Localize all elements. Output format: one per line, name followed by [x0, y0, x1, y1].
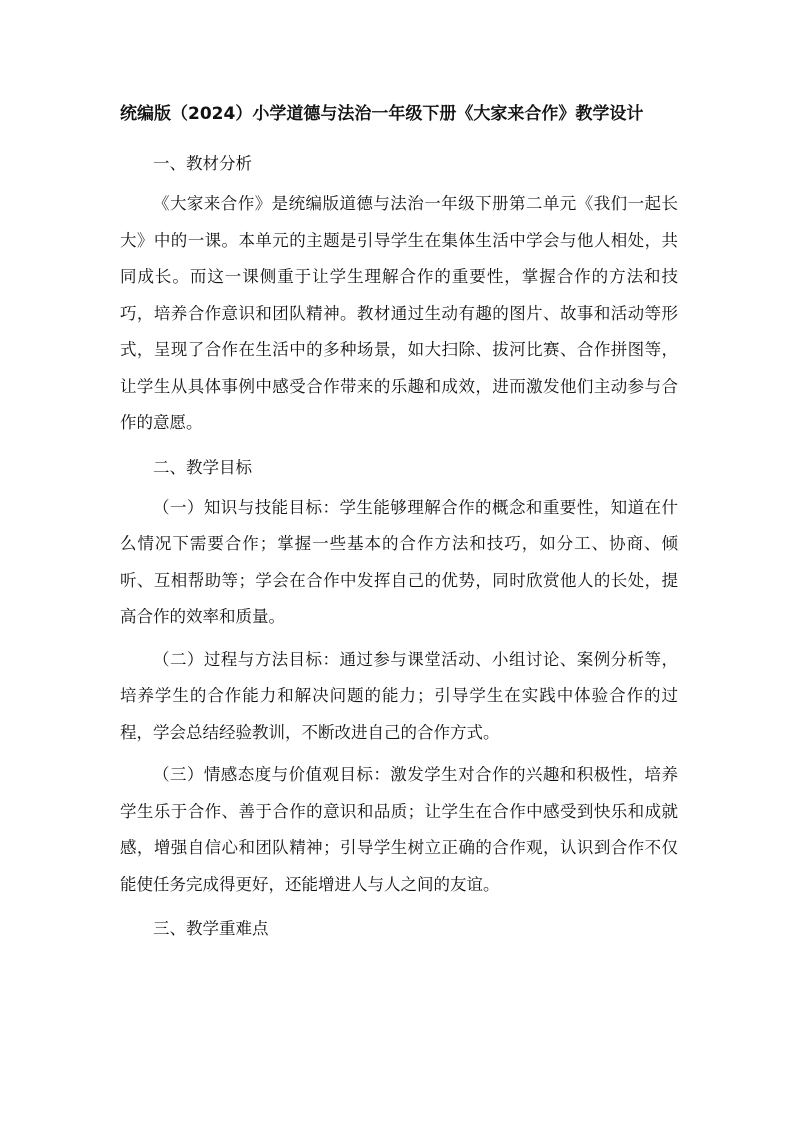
paragraph-analysis: 《大家来合作》是统编版道德与法治一年级下册第二单元《我们一起长大》中的一课。本单元的主题是引导学生在集体生活中学会与他人相处，共同成长。而这一课侧重于让学生理解合作的重要性，掌握合作的方法和技巧，培养合作意识和团队精神。教材通过生动有趣的图片、故事和活动等形式，呈现了合作在生活中的多种场景，如大扫除、拔河比赛、合作拼图等，让学生从具体事例中感受合作带来的乐趣和成效，进而激发他们主动参与合作的意愿。: [120, 194, 678, 432]
section-heading-analysis: 一、教材分析: [153, 154, 252, 173]
document-page: [120, 98, 678, 949]
paragraph-knowledge-goal: （一）知识与技能目标：学生能够理解合作的概念和重要性，知道在什么情况下需要合作；掌握一些基本的合作方法和技巧，如分工、协商、倾听、互相帮助等；学会在合作中发挥自己的优势，同时欣赏他人的长处，提高合作的效率和质量。: [120, 497, 678, 626]
section-heading-key-points: 三、教学重难点: [153, 919, 269, 938]
document-title: 统编版（2024）小学道德与法治一年级下册《大家来合作》教学设计: [120, 104, 644, 124]
section-heading-objectives: 二、教学目标: [153, 457, 252, 477]
paragraph-emotion-goal: （三）情感态度与价值观目标：激发学生对合作的兴趣和积极性，培养学生乐于合作、善于合作的意识和品质；让学生在合作中感受到快乐和成就感，增强自信心和团队精神；引导学生树立正确的合作观，认识到合作不仅能使任务完成得更好，还能增进人与人之间的友谊。: [120, 765, 678, 894]
paragraph-process-goal: （二）过程与方法目标：通过参与课堂活动、小组讨论、案例分析等，培养学生的合作能力和解决问题的能力；引导学生在实践中体验合作的过程，学会总结经验教训，不断改进自己的合作方式。: [120, 649, 678, 742]
